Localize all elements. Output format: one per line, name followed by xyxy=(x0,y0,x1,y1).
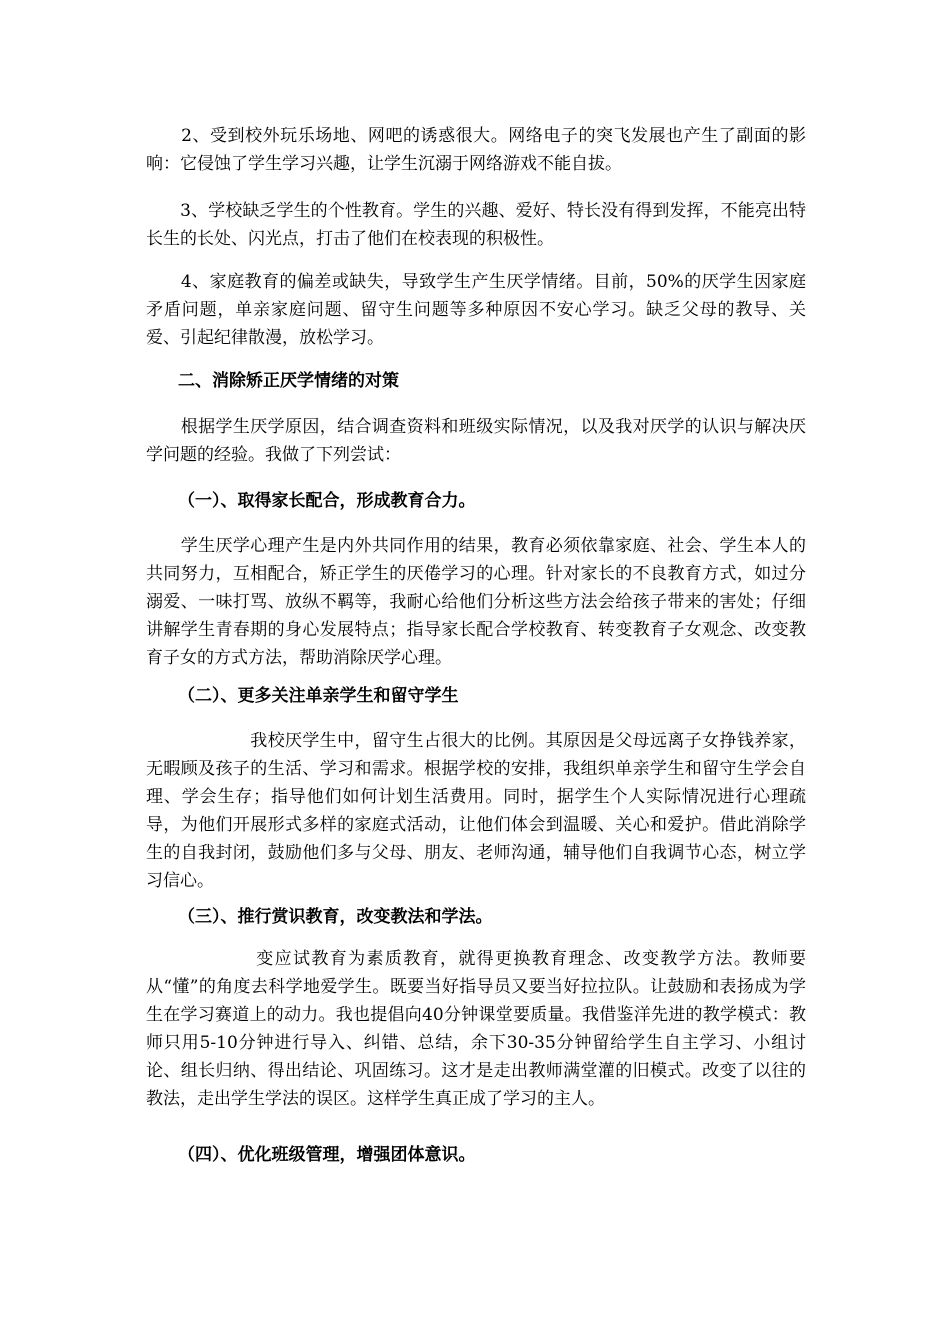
subheading-1: （一）、取得家长配合，形成教育合力。 xyxy=(178,491,476,511)
paragraph-intro: 根据学生厌学原因，结合调查资料和班级实际情况，以及我对厌学的认识与解决厌学问题的经验。我做了下列尝试： xyxy=(146,417,806,465)
subheading-3: （三）、推行赏识教育，改变教法和学法。 xyxy=(178,907,493,927)
paragraph-appreciation: 变应试教育为素质教育，就得更换教育理念、改变教学方法。教师要从“懂”的角度去科学地爱学生。既要当好指导员又要当好拉拉队。让鼓励和表扬成为学生在学习赛道上的动力。我也提倡向40分钟课堂要质量。我借鉴洋先进的教学模式：教师只用5-10分钟进行导入、纠错、总结，余下30-35分钟留给学生自主学习、小组讨论、组长归纳、得出结论、巩固练习。这才是走出教师满堂灌的旧模式。改变了以往的教法，走出学生学法的误区。这样学生真正成了学习的主人。 xyxy=(146,949,806,1109)
paragraph-left-behind: 我校厌学生中，留守生占很大的比例。其原因是父母远离子女挣钱养家，无暇顾及孩子的生活、学习和需求。根据学校的安排，我组织单亲学生和留守生学会自理、学会生存；指导他们如何计划生活费用。同时，据学生个人实际情况进行心理疏导，为他们开展形式多样的家庭式活动，让他们体会到温暖、关心和爱护。借此消除学生的自我封闭，鼓励他们多与父母、朋友、老师沟通，辅导他们自我调节心态，树立学习信心。 xyxy=(146,731,806,891)
paragraph-item-4: 4、家庭教育的偏差或缺失，导致学生产生厌学情绪。目前，50%的厌学生因家庭矛盾问题，单亲家庭问题、留守生问题等多种原因不安心学习。缺乏父母的教导、关爱、引起纪律散漫，放松学习。 xyxy=(146,272,806,348)
paragraph-item-3: 3、学校缺乏学生的个性教育。学生的兴趣、爱好、特长没有得到发挥，不能亮出特长生的长处、闪光点，打击了他们在校表现的积极性。 xyxy=(146,201,806,249)
subheading-2: （二）、更多关注单亲学生和留守学生 xyxy=(178,686,459,706)
subheading-4: （四）、优化班级管理，增强团体意识。 xyxy=(178,1145,476,1165)
paragraph-parents: 学生厌学心理产生是内外共同作用的结果，教育必须依靠家庭、社会、学生本人的共同努力，互相配合，矫正学生的厌倦学习的心理。针对家长的不良教育方式，如过分溺爱、一味打骂、放纵不羁等，我耐心给他们分析这些方法会给孩子带来的害处；仔细讲解学生青春期的身心发展特点；指导家长配合学校教育、转变教育子女观念、改变教育子女的方式方法，帮助消除厌学心理。 xyxy=(146,536,806,668)
paragraph-item-2: 2、受到校外玩乐场地、网吧的诱惑很大。网络电子的突飞发展也产生了副面的影响：它侵蚀了学生学习兴趣，让学生沉溺于网络游戏不能自拔。 xyxy=(146,126,806,174)
section-heading-2: 二、消除矫正厌学情绪的对策 xyxy=(178,371,399,391)
